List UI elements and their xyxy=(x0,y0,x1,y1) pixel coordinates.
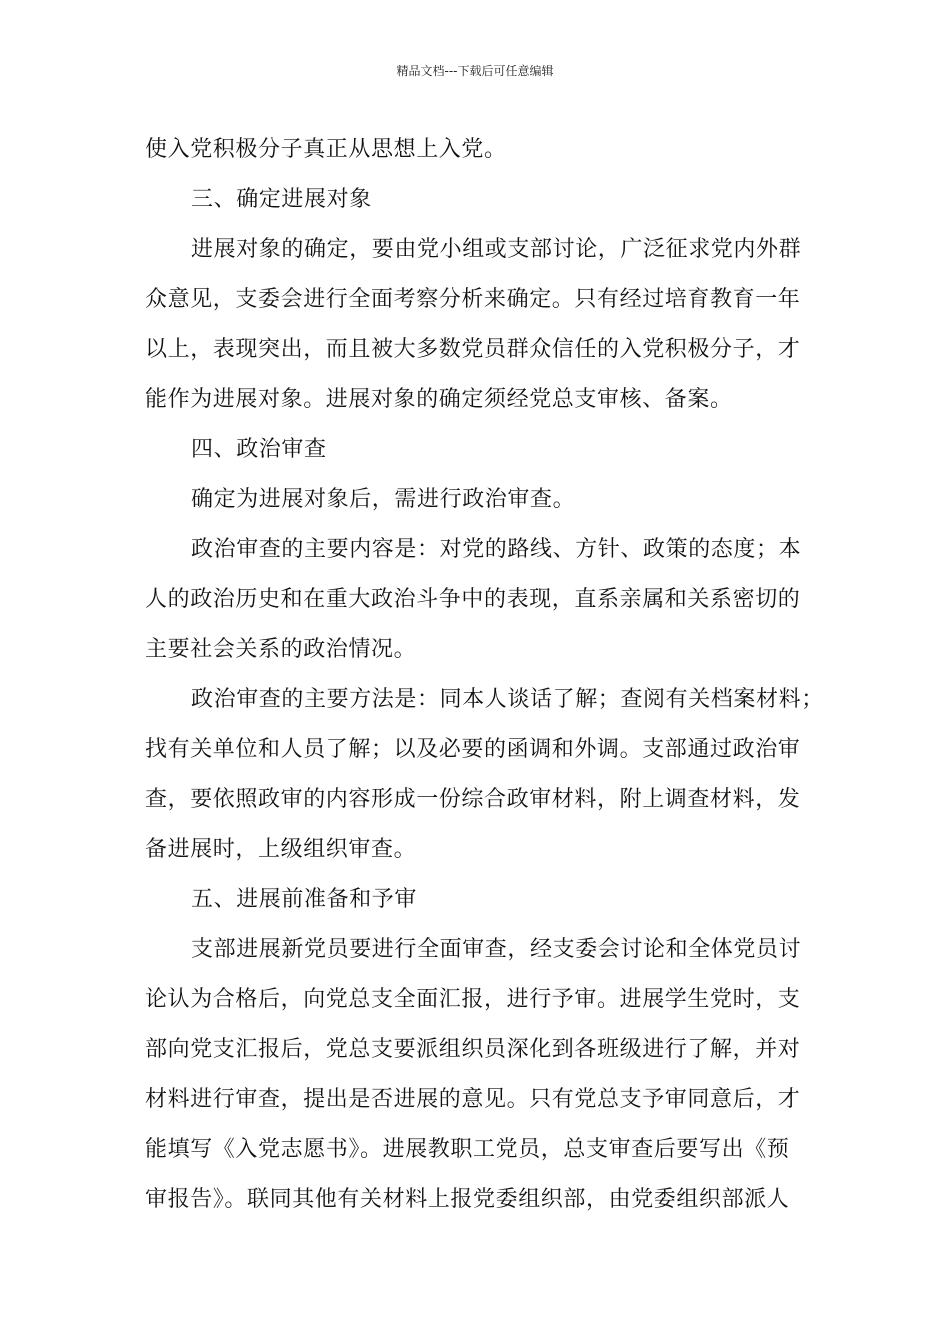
text-line: 以上，表现突出，而且被大多数党员群众信任的入党积极分子，才 xyxy=(145,337,801,362)
text-line: 查，要依照政审的内容形成一份综合政审材料，附上调查材料，发 xyxy=(145,787,801,812)
page-header: 精品文档---下载后可任意编辑 xyxy=(396,64,554,78)
paragraph-political-review-methods xyxy=(145,675,824,875)
paragraph-candidate-determination xyxy=(145,225,805,425)
heading-text: 三、确定进展对象 xyxy=(191,187,372,212)
section-heading-3 xyxy=(145,175,805,225)
text-line: 支部进展新党员要进行全面审查，经支委会讨论和全体党员讨 xyxy=(191,937,802,962)
paragraph-political-review-intro xyxy=(145,475,805,525)
section-heading-4 xyxy=(145,425,805,475)
text-line: 政治审查的主要方法是：同本人谈话了解；查阅有关档案材料； xyxy=(191,687,824,712)
text-line: 能作为进展对象。进展对象的确定须经党总支审核、备案。 xyxy=(145,387,733,412)
text-line: 备进展时，上级组织审查。 xyxy=(145,837,417,862)
text-line: 能填写《入党志愿书》。进展教职工党员，总支审查后要写出《预 xyxy=(145,1137,790,1162)
text-line: 找有关单位和人员了解；以及必要的函调和外调。支部通过政治审 xyxy=(145,737,801,762)
text-line: 主要社会关系的政治情况。 xyxy=(145,637,417,662)
text-line: 人的政治历史和在重大政治斗争中的表现，直系亲属和关系密切的 xyxy=(145,587,801,612)
text-line: 审报告》。联同其他有关材料上报党委组织部，由党委组织部派人 xyxy=(145,1187,790,1212)
text-line: 确定为进展对象后，需进行政治审查。 xyxy=(191,487,576,512)
document-body xyxy=(145,125,824,1225)
heading-text: 四、政治审查 xyxy=(191,437,327,462)
paragraph-continuation xyxy=(145,125,805,175)
section-heading-5 xyxy=(145,875,805,925)
paragraph-preliminary-review xyxy=(145,925,805,1225)
text-line: 进展对象的确定，要由党小组或支部讨论，广泛征求党内外群 xyxy=(191,237,802,262)
text-line: 使入党积极分子真正从思想上入党。 xyxy=(145,137,507,162)
text-line: 论认为合格后，向党总支全面汇报，进行予审。进展学生党时，支 xyxy=(145,987,801,1012)
text-line: 材料进行审查，提出是否进展的意见。只有党总支予审同意后，才 xyxy=(145,1087,801,1112)
paragraph-political-review-content xyxy=(145,525,805,675)
text-line: 部向党支汇报后，党总支要派组织员深化到各班级进行了解，并对 xyxy=(145,1037,801,1062)
text-line: 政治审查的主要内容是：对党的路线、方针、政策的态度；本 xyxy=(191,537,802,562)
text-line: 众意见，支委会进行全面考察分析来确定。只有经过培育教育一年 xyxy=(145,287,801,312)
heading-text: 五、进展前准备和予审 xyxy=(191,887,418,912)
